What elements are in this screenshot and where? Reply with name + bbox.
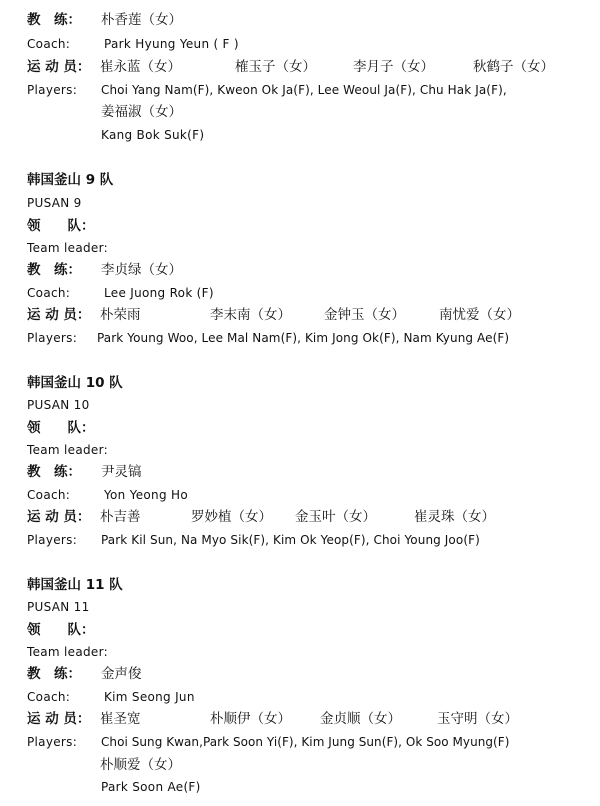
coach-en-name: Lee Juong Rok (F) [104,286,214,300]
player-en-5: Park Soon Ae(F) [101,780,201,794]
player-cn-3: 金钟玉（女） [324,307,405,323]
players-en-list: Park Young Woo, Lee Mal Nam(F), Kim Jong Ok(F), Nam Kyung Ae(F) [97,331,510,345]
player-cn-4: 秋鹤子（女） [473,59,554,75]
coach-cn-label: 教 练： [27,262,81,278]
leader-cn-label: 领 队： [27,420,95,436]
players-cn-label: 运 动 员： [27,711,91,727]
coach-en-label: Coach: [27,286,71,300]
player-cn-1: 崔永蓝（女） [100,59,181,75]
player-cn-2: 李末南（女） [210,307,291,323]
leader-en-label: Team leader: [27,645,108,659]
coach-cn-name: 朴香莲（女） [101,12,182,28]
players-en-list: Choi Sung Kwan,Park Soon Yi(F), Kim Jung Sun(F), Ok Soo Myung(F) [101,735,510,749]
player-cn-3: 金贞顺（女） [320,711,401,727]
players-en-label: Players: [27,735,78,749]
player-cn-2: 榷玉子（女） [235,59,316,75]
players-en-label: Players: [27,533,78,547]
coach-cn-label: 教 练： [27,464,81,480]
coach-en-label: Coach: [27,37,71,51]
players-en-list: Choi Yang Nam(F), Kweon Ok Ja(F), Lee Weoul Ja(F), Chu Hak Ja(F), [101,83,507,97]
team-title-cn: 韩国釜山 10 队 [27,375,123,391]
player-en-5: Kang Bok Suk(F) [101,128,205,142]
players-en-label: Players: [27,331,78,345]
player-cn-5: 朴顺爱（女） [100,757,181,773]
coach-en-name: Kim Seong Jun [104,690,195,704]
team-title-en: PUSAN 11 [27,600,90,614]
coach-cn-label: 教 练： [27,12,81,28]
player-cn-4: 崔灵珠（女） [414,509,495,525]
player-cn-4: 玉守明（女） [437,711,518,727]
players-en-label: Players: [27,83,78,97]
coach-en-label: Coach: [27,488,71,502]
team-title-cn: 韩国釜山 9 队 [27,172,114,188]
players-en-list: Park Kil Sun, Na Myo Sik(F), Kim Ok Yeop(F), Choi Young Joo(F) [101,533,480,547]
players-cn-label: 运 动 员： [27,307,91,323]
team-title-en: PUSAN 10 [27,398,90,412]
player-cn-1: 崔圣宽 [100,711,141,727]
players-cn-label: 运 动 员： [27,509,91,525]
coach-en-name: Park Hyung Yeun ( F ) [104,37,239,51]
team-title-cn: 韩国釜山 11 队 [27,577,123,593]
leader-en-label: Team leader: [27,443,108,457]
player-cn-1: 朴吉善 [100,509,141,525]
player-cn-5: 姜福淑（女） [101,104,182,120]
player-cn-1: 朴荣雨 [100,307,141,323]
leader-cn-label: 领 队： [27,218,95,234]
players-cn-label: 运 动 员： [27,59,91,75]
coach-en-name: Yon Yeong Ho [104,488,188,502]
coach-cn-name: 尹灵镐 [101,464,142,480]
coach-cn-name: 金声俊 [101,666,142,682]
team-title-en: PUSAN 9 [27,196,82,210]
coach-cn-name: 李贞绿（女） [101,262,182,278]
player-cn-2: 罗妙植（女） [191,509,272,525]
player-cn-3: 金玉叶（女） [295,509,376,525]
leader-en-label: Team leader: [27,241,108,255]
leader-cn-label: 领 队： [27,622,95,638]
coach-en-label: Coach: [27,690,71,704]
player-cn-4: 南忧爱（女） [439,307,520,323]
player-cn-2: 朴顺伊（女） [210,711,291,727]
player-cn-3: 李月子（女） [353,59,434,75]
coach-cn-label: 教 练： [27,666,81,682]
